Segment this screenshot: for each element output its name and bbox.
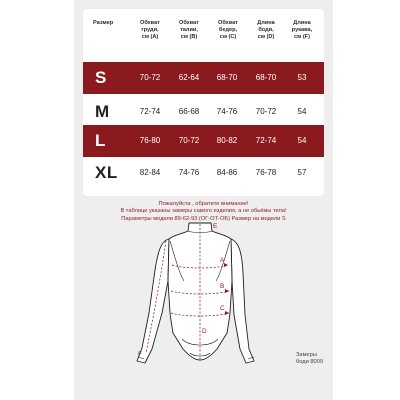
body-length-value: 70-72 [255, 107, 277, 116]
waist-value: 70-72 [178, 136, 200, 145]
waist-value: 66-68 [178, 107, 200, 116]
diagram-caption [296, 352, 336, 367]
table-row [83, 96, 324, 128]
size-table [83, 9, 324, 196]
label-c: C [220, 305, 225, 312]
header-hips: Обхват бедер, см (С) [218, 20, 238, 40]
hips-value: 80-82 [216, 136, 238, 145]
size-table-card [83, 9, 324, 196]
size-label: M [95, 102, 110, 121]
chest-value: 70-72 [139, 73, 161, 82]
body-length-value: 76-78 [255, 168, 277, 177]
label-e: E [213, 223, 218, 230]
table-header-row [83, 20, 324, 60]
header-body-length: Длина боди, см (D) [257, 20, 275, 40]
caption-line: боди 8009 [296, 359, 324, 366]
sleeve-length-value: 54 [297, 107, 307, 116]
waist-value: 74-76 [178, 168, 200, 177]
bodysuit-measurement-diagram [124, 215, 274, 399]
chest-value: 82-84 [139, 168, 161, 177]
notice-line: Параметры модели 89-62-93 (ОГ-ОТ-ОБ) Размер на модели S [121, 215, 286, 222]
chest-value: 72-74 [139, 107, 161, 116]
bodysuit-outline [137, 223, 254, 363]
hips-value: 68-70 [216, 73, 238, 82]
table-row [83, 125, 324, 157]
hips-value: 74-76 [216, 107, 238, 116]
sleeve-length-value: 57 [297, 168, 307, 177]
size-label: S [95, 68, 107, 87]
header-chest: Обхват груди, см (А) [140, 20, 160, 40]
header-sleeve-length: Длина рукава, см (F) [291, 20, 313, 40]
caption-line: Замеры [296, 352, 317, 358]
label-f: F [138, 351, 142, 358]
sleeve-length-value: 54 [297, 136, 307, 145]
body-length-value: 68-70 [255, 73, 277, 82]
table-row [83, 62, 324, 94]
label-a: A [220, 257, 225, 264]
header-waist: Обхват талии, см (В) [179, 20, 199, 40]
size-label: XL [95, 163, 118, 182]
size-label: L [95, 131, 106, 150]
hips-value: 84-86 [216, 168, 238, 177]
label-b: B [220, 283, 225, 290]
body-length-value: 72-74 [255, 136, 277, 145]
waist-value: 62-64 [178, 73, 200, 82]
label-d: D [202, 328, 207, 335]
header-size: Размер [93, 20, 114, 26]
notice-line: Пожалуйста , обратите внимание! [158, 201, 249, 207]
chest-value: 76-80 [139, 136, 161, 145]
sleeve-length-value: 53 [297, 73, 307, 82]
notice-line: В таблице указаны замеры самого изделия, а не обьёмы тела! [120, 208, 287, 215]
table-row [83, 157, 324, 189]
size-chart-page [74, 0, 333, 400]
